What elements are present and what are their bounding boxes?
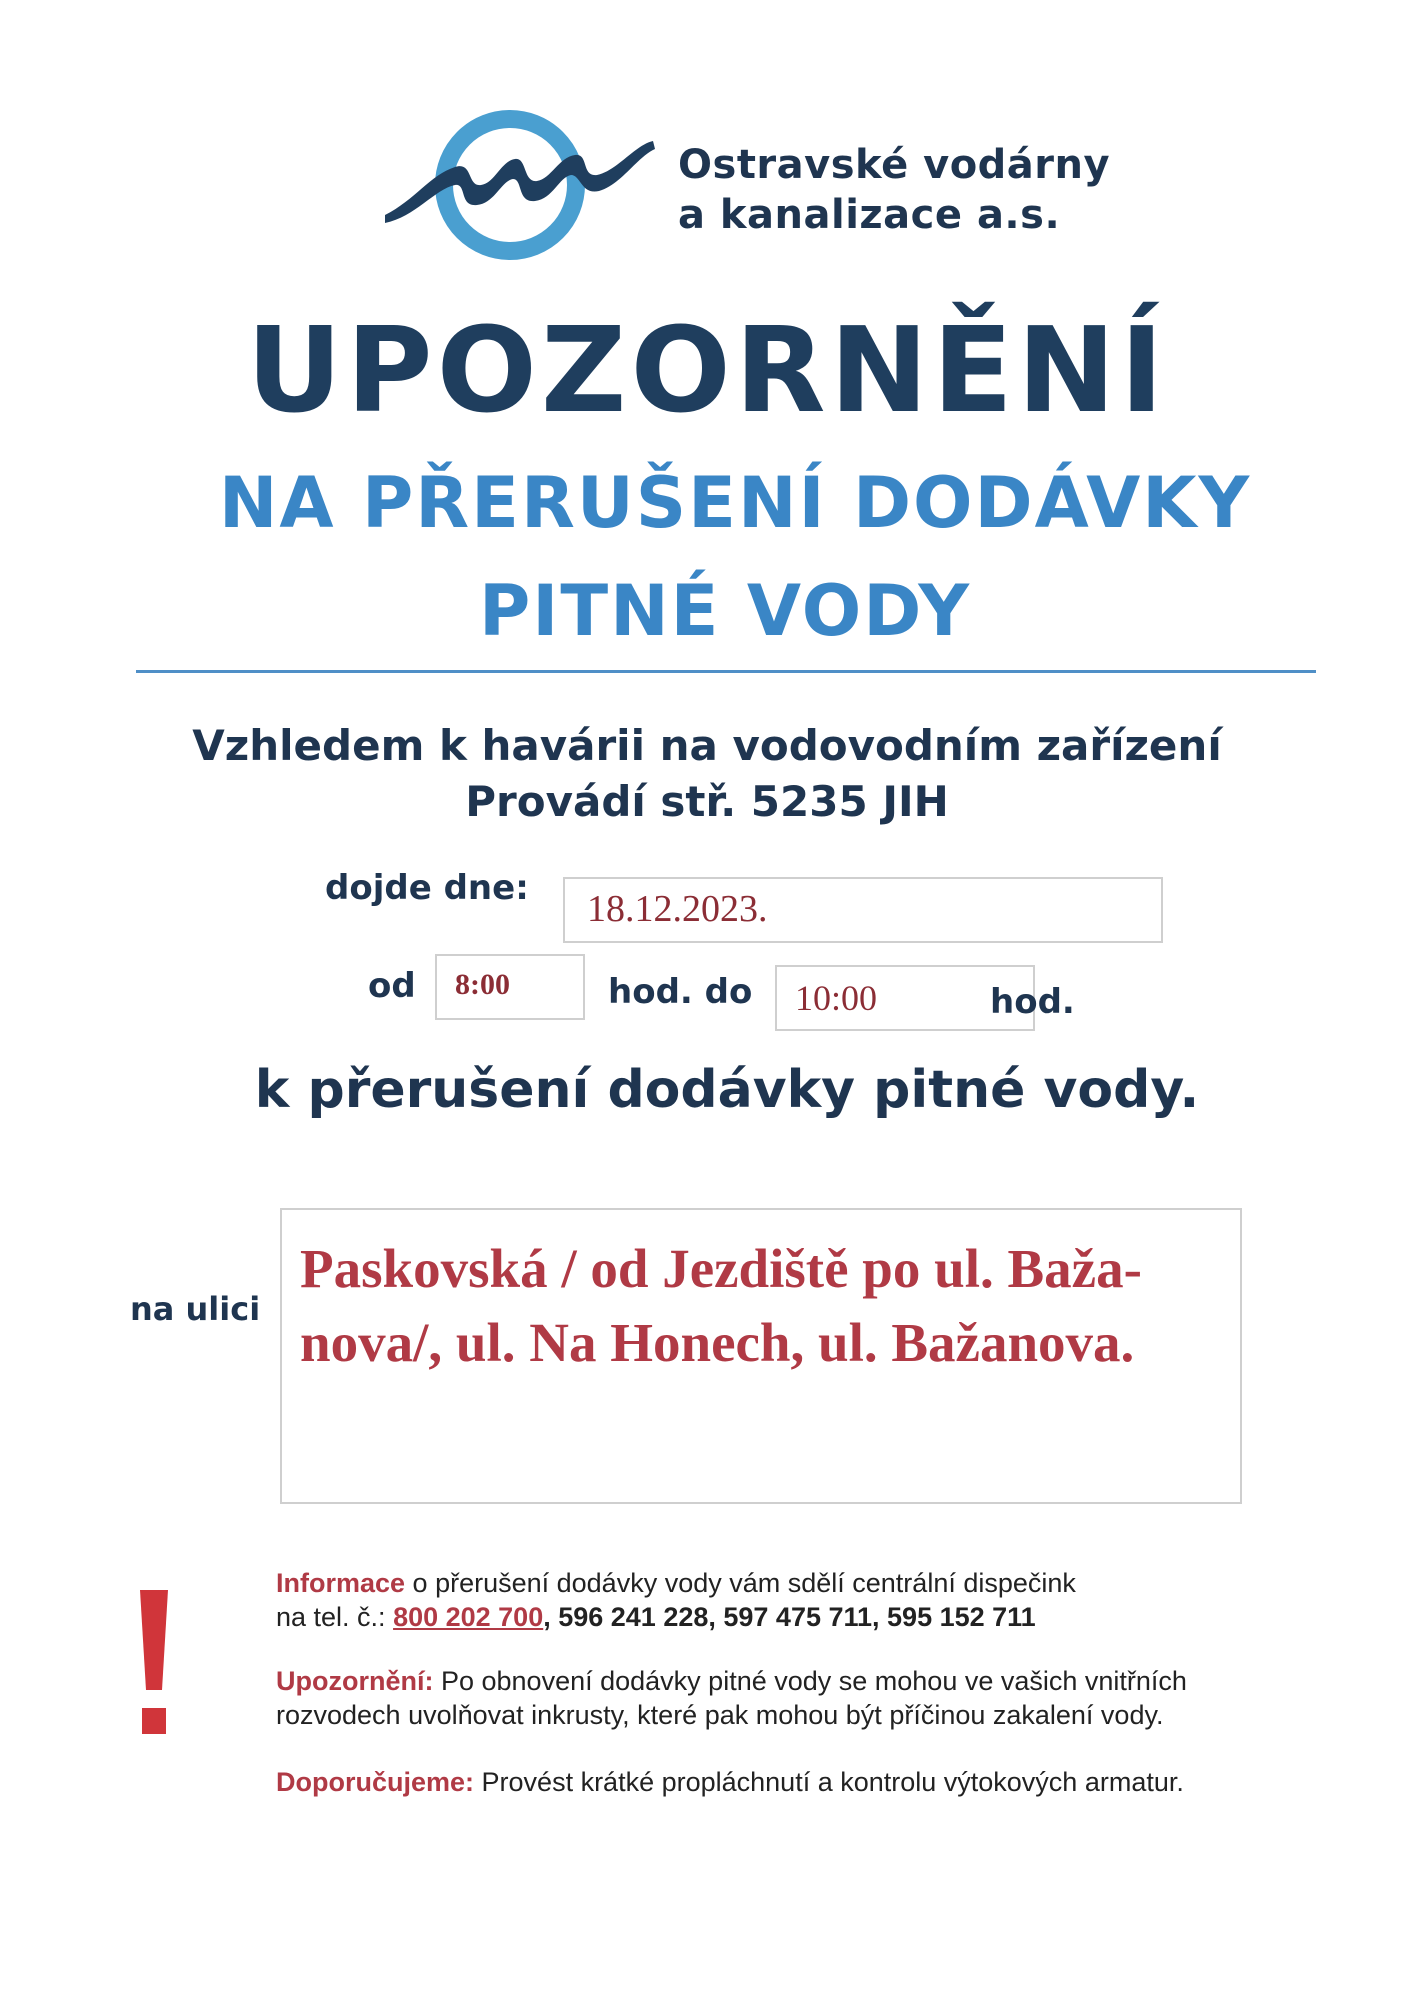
divider — [136, 670, 1316, 673]
phones-other: , 596 241 228, 597 475 711, 595 152 711 — [543, 1602, 1036, 1632]
warning-keyword: Upozornění: — [276, 1666, 434, 1696]
reason-text — [0, 718, 1414, 830]
exclamation-icon — [136, 1590, 172, 1740]
company-logo — [385, 105, 665, 265]
logo-mark-icon — [385, 105, 665, 265]
recommend-text: Provést krátké propláchnutí a kontrolu výtokových armatur. — [474, 1767, 1184, 1797]
info-text-prefix: na tel. č.: — [276, 1602, 394, 1632]
info-notice — [276, 1566, 1076, 1634]
reason-line1: Vzhledem k havárii na vodovodním zařízení — [192, 721, 1222, 770]
warning-notice — [276, 1664, 1187, 1732]
hour-label: hod. — [990, 982, 1075, 1022]
warning-text-line1: Po obnovení dodávky pitné vody se mohou ve vašich vnitřních — [433, 1666, 1187, 1696]
from-label: od — [368, 966, 416, 1006]
street-line1: Paskovská / od Jezdiště po ul. Baža- — [300, 1238, 1142, 1299]
recommend-notice — [276, 1765, 1184, 1799]
to-label: hod. do — [608, 972, 753, 1012]
reason-line2: Provádí stř. 5235 JIH — [465, 777, 949, 826]
street-line2: nova/, ul. Na Honech, ul. Bažanova. — [300, 1312, 1135, 1373]
subtitle-line2: PITNÉ VODY — [478, 570, 972, 652]
phone-primary-link[interactable]: 800 202 700 — [393, 1602, 544, 1632]
date-field: 18.12.2023. — [563, 877, 1163, 943]
company-name-line2: a kanalizace a.s. — [678, 192, 1061, 238]
date-label: dojde dne: — [325, 868, 529, 908]
street-text — [300, 1232, 1200, 1380]
from-time-field: 8:00 — [435, 954, 585, 1020]
main-statement: k přerušení dodávky pitné vody. — [254, 1060, 1200, 1120]
warning-text-line2: rozvodech uvolňovat inkrusty, které pak mohou být příčinou zakalení vody. — [276, 1700, 1164, 1730]
page-title: UPOZORNĚNÍ — [246, 301, 1168, 439]
to-time-field: 10:00 — [775, 965, 1035, 1031]
street-label: na ulici — [130, 1290, 261, 1328]
subtitle-line1: NA PŘERUŠENÍ DODÁVKY — [218, 462, 1252, 544]
company-name-line1: Ostravské vodárny — [678, 142, 1111, 188]
info-text-line1: o přerušení dodávky vody vám sdělí centrální dispečink — [405, 1568, 1076, 1598]
info-keyword: Informace — [276, 1568, 406, 1598]
recommend-keyword: Doporučujeme: — [276, 1767, 475, 1797]
company-name — [678, 140, 1110, 240]
